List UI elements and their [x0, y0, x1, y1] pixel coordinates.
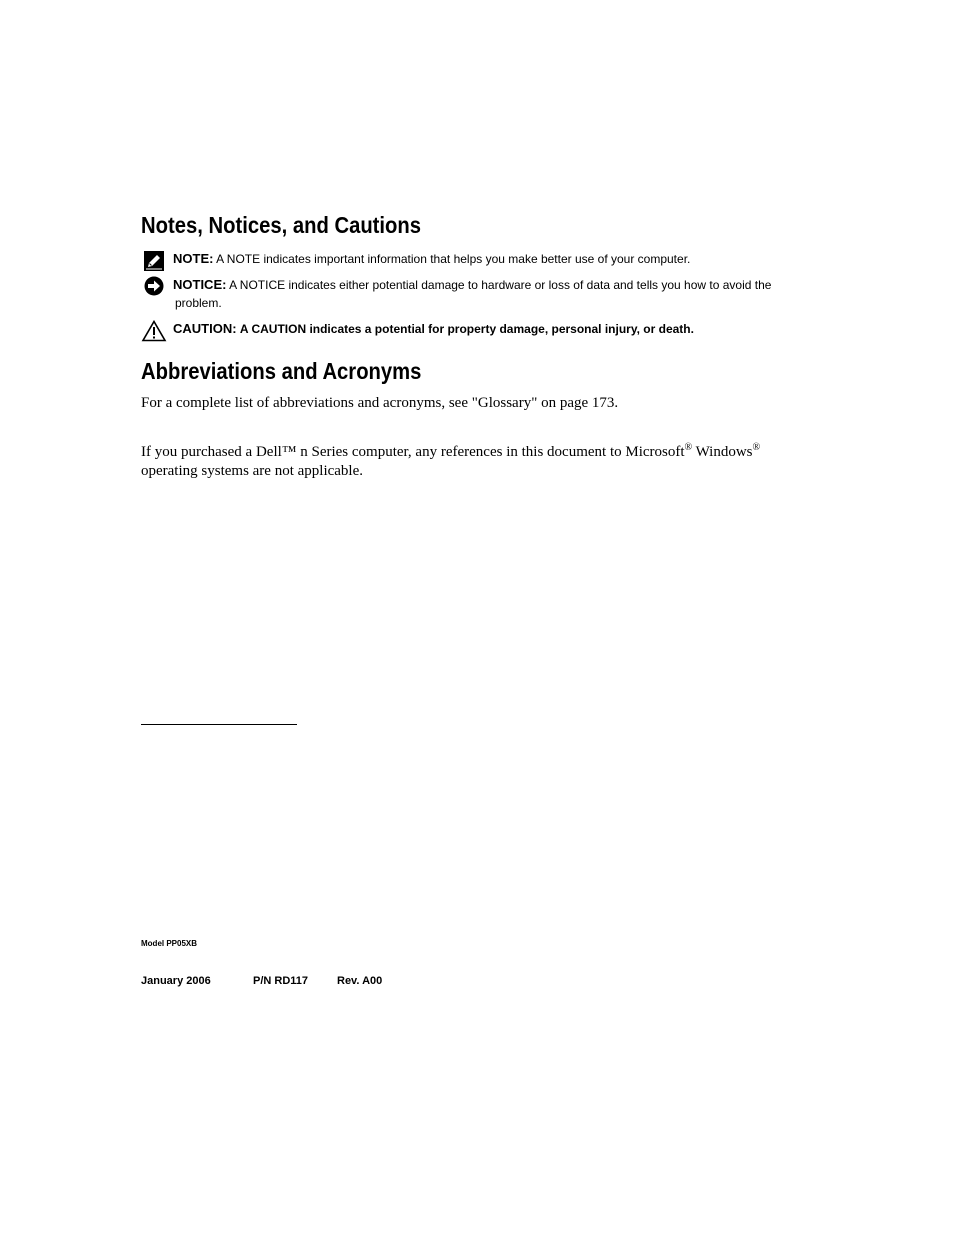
notice-arrow-icon [143, 276, 165, 298]
caution-body: A CAUTION indicates a potential for property damage, personal injury, or death. [239, 322, 694, 336]
revision: Rev. A00 [337, 975, 383, 987]
caution-label: CAUTION: [173, 321, 237, 336]
notice-text [173, 276, 813, 312]
note-body: A NOTE indicates important information that helps you make better use of your computer. [216, 252, 691, 266]
dell-n-series-paragraph [141, 443, 811, 481]
note-label: NOTE: [173, 251, 214, 266]
dell-n-series-text-part2: Windows [692, 444, 753, 460]
dell-n-series-text-line2: operating systems are not applicable. [141, 463, 364, 479]
registered-mark: ® [752, 442, 761, 453]
abbreviations-section-title: Abbreviations and Acronyms [141, 358, 422, 384]
dell-n-series-text-part1: If you purchased a Dell™ n Series computer, any references in this document to Microsoft [141, 444, 685, 460]
notice-label: NOTICE: [173, 277, 227, 292]
registered-mark: ® [684, 442, 693, 453]
notice-body-line2: problem. [175, 296, 222, 310]
caution-text [173, 320, 813, 338]
notice-body-line1: A NOTICE indicates either potential damage to hardware or loss of data and tells you how to avoid the [229, 278, 772, 292]
publication-date: January 2006 [141, 975, 211, 987]
model-number: Model PP05XB [141, 939, 198, 948]
note-pencil-icon [143, 250, 165, 272]
part-number: P/N RD117 [253, 975, 309, 987]
footnote-divider [141, 724, 297, 725]
abbreviations-paragraph: For a complete list of abbreviations and acronyms, see "Glossary" on page 173. [141, 395, 619, 411]
caution-triangle-icon [141, 320, 167, 342]
notes-section-title: Notes, Notices, and Cautions [141, 212, 422, 238]
note-text [173, 250, 813, 268]
